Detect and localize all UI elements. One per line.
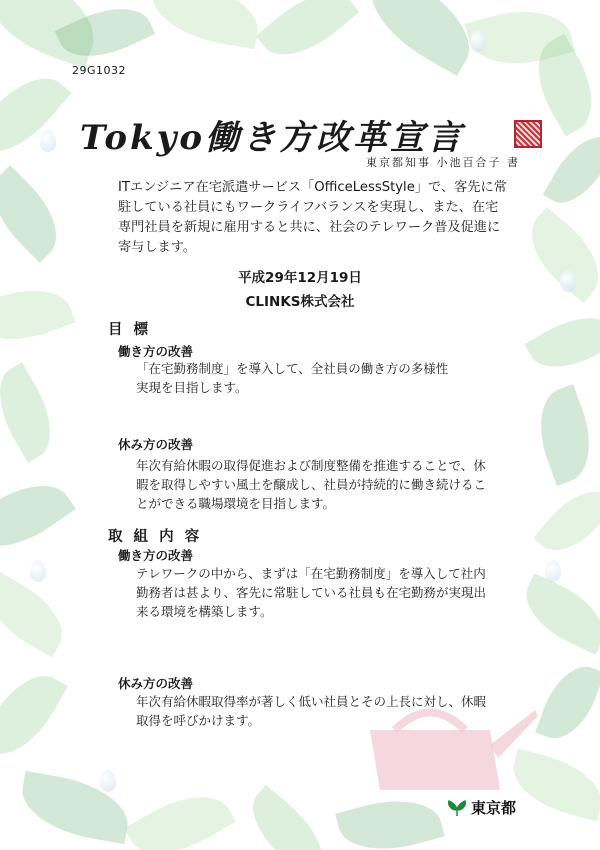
company-name: CLINKS株式会社 [245, 294, 355, 310]
tokyo-ginkgo-icon [447, 799, 467, 817]
seal-stamp-icon [514, 120, 542, 148]
page-title: Tokyo働き方改革宣言 [80, 118, 465, 158]
goals-rest-text: 年次有給休暇の取得促進および制度整備を推進することで、休暇を取得しやすい風土を醸成し、社員が持続的に働き続けることができる職場環境を目指します。 [136, 458, 487, 511]
intro-text: ITエンジニア在宅派遣サービス「OfficeLessStyle」で、客先に常駐している社員にもワークライフバランスを実現し、また、在宅専門社員を新規に雇用すると共に、社会のテレワーク普及促進に寄与します。 [118, 180, 507, 255]
actions-rest-subheading: 休み方の改善 [118, 676, 194, 691]
document-id: 29G1032 [72, 64, 127, 77]
goals-work-subheading: 働き方の改善 [118, 344, 194, 359]
declaration-date: 平成29年12月19日 [238, 270, 362, 286]
governor-signature: 東京都知事 小池百合子 書 [366, 156, 520, 169]
actions-work-text: テレワークの中から、まずは「在宅勤務制度」を導入して社内勤務者は甚より、客先に常駐している社員も在宅勤務が実現出来る環境を構築します。 [136, 566, 487, 619]
goals-rest-subheading: 休み方の改善 [118, 437, 194, 452]
watering-can-illustration [350, 690, 540, 795]
actions-rest-text: 年次有給休暇取得率が著しく低い社員とその上長に対し、休暇取得を呼びかけます。 [136, 694, 487, 728]
goals-heading: 目 標 [108, 322, 152, 338]
actions-work-subheading: 働き方の改善 [118, 548, 194, 563]
tokyo-logo [447, 797, 516, 818]
goals-work-text: 「在宅勤務制度」を導入して、全社員の働き方の多様性実現を目指します。 [136, 361, 449, 395]
actions-heading: 取 組 内 容 [108, 529, 203, 545]
tokyo-logo-text: 東京都 [471, 799, 517, 817]
title-area [80, 110, 550, 170]
